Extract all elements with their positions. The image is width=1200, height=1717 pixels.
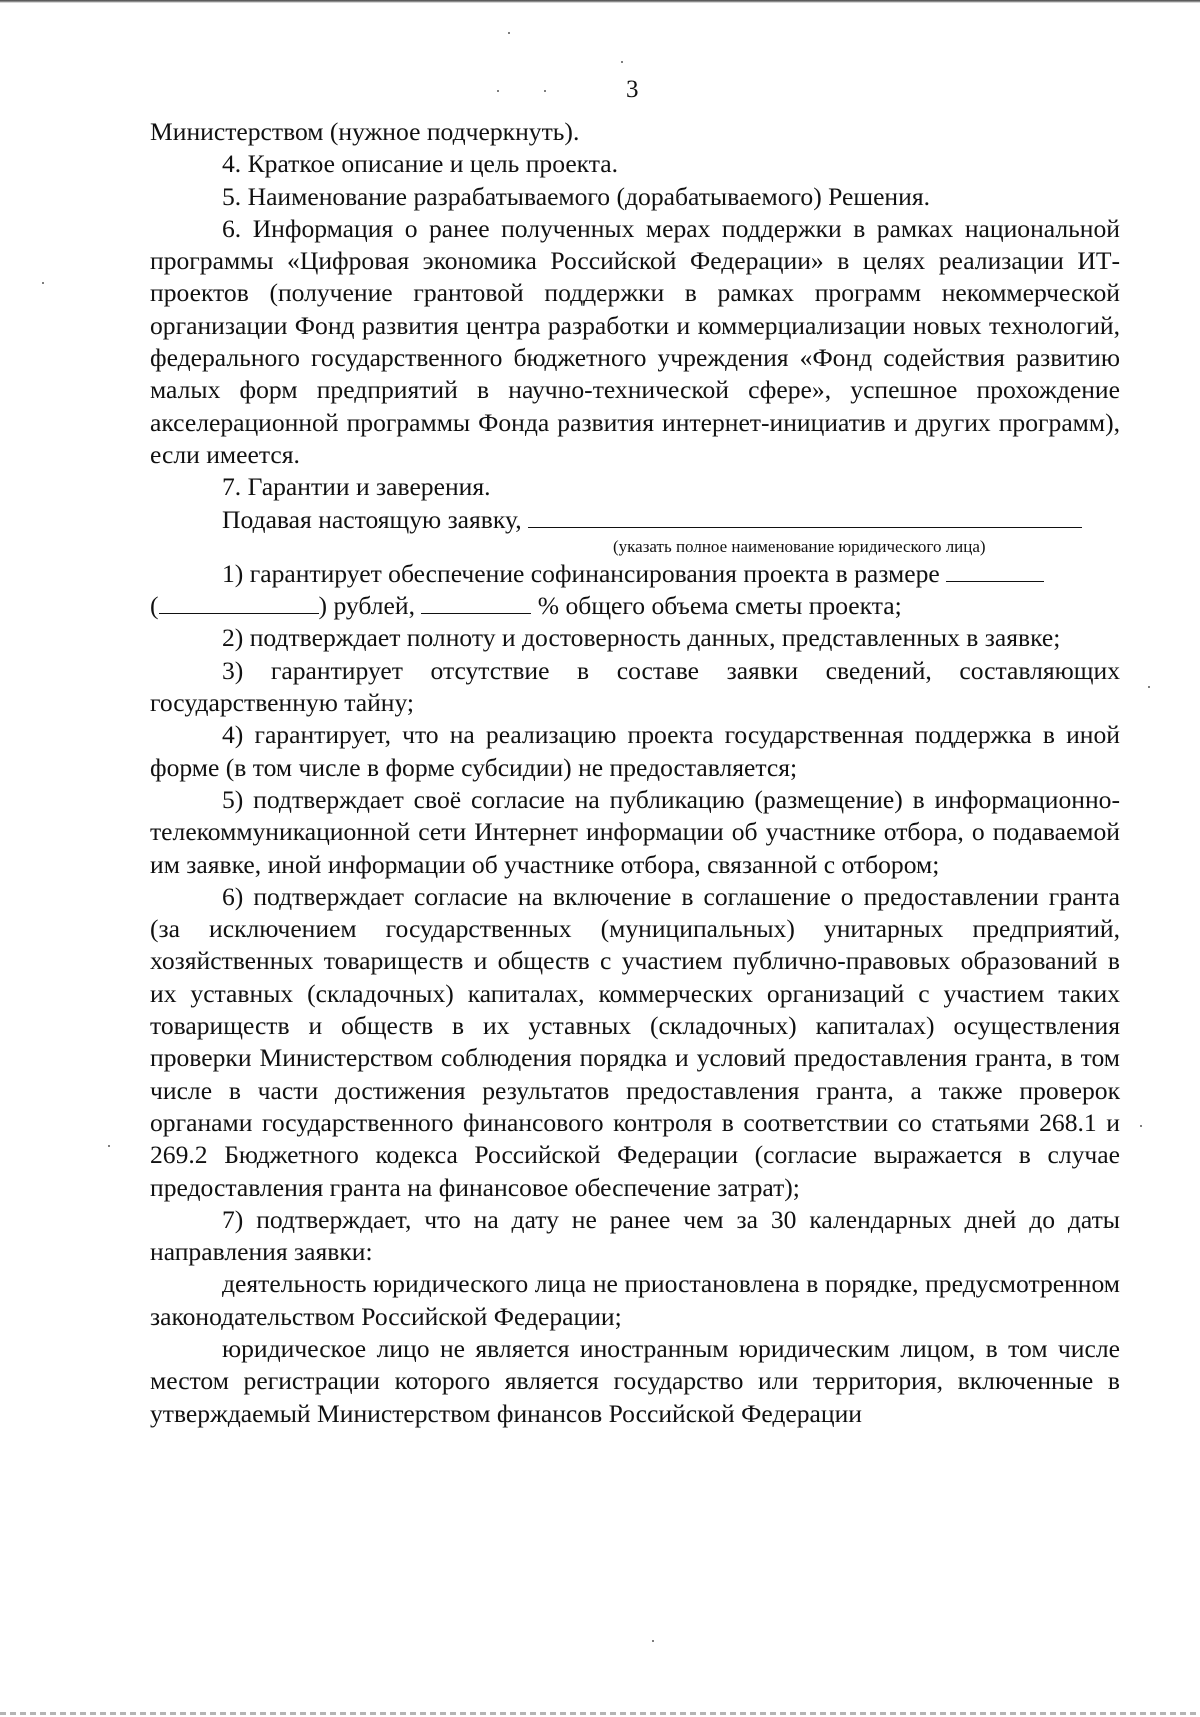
scan-edge-top: [0, 0, 1200, 3]
paragraph-item-6: 6. Информация о ранее полученных мерах поддержки в рамках национальной программы «Цифровая экономика Российской Федерации» в целях реализации ИТ-проектов (получение грантовой поддержки в рамках программ некоммерческой организации Фонд развития центра разработки и коммерциализации новых технологий, федерального государственного бюджетного учреждения «Фонд содействия развитию малых форм предприятий в научно-технической сфере», успешное прохождение акселерационной программы Фонда развития интернет-инициатив и других программ), если имеется.: [150, 213, 1120, 469]
submit-line: [150, 504, 1120, 536]
guarantee-1-line-a: [150, 558, 1120, 590]
guarantee-7-foreign: юридическое лицо не является иностранным юридическим лицом, в том числе местом регистрации которого является государство или территория, включенные в утверждаемый Министерством финансов Российской Федерации: [150, 1333, 1120, 1428]
scan-speck: [42, 282, 44, 284]
page-number: 3: [626, 76, 639, 103]
guarantee-2: 2) подтверждает полноту и достоверность данных, представленных в заявке;: [222, 623, 1061, 653]
guarantee-5: 5) подтверждает своё согласие на публикацию (размещение) в информационно-телекоммуникационной сети Интернет информации об участнике отбора, о подаваемой им заявке, иной информации об участнике отбора, связанной с отбором;: [150, 784, 1120, 879]
guarantee-1-line-b: [150, 590, 1120, 622]
legal-entity-blank[interactable]: [528, 505, 1082, 528]
rubles-blank[interactable]: [159, 591, 319, 614]
guarantee-4: 4) гарантирует, что на реализацию проекта государственная поддержка в иной форме (в том числе в форме субсидии) не предоставляется;: [150, 720, 1120, 782]
scan-speck: [497, 90, 499, 92]
scan-speck: [652, 1640, 654, 1642]
scan-speck: [621, 61, 623, 63]
scan-speck: [1148, 686, 1150, 688]
open-paren: (: [150, 591, 159, 621]
rubles-label: ) рублей,: [318, 591, 415, 621]
scan-speck: [1140, 1125, 1142, 1127]
percent-label: % общего объема сметы проекта;: [537, 591, 902, 621]
scan-speck: [108, 1145, 110, 1147]
guarantee-7-activity: деятельность юридического лица не приостановлена в порядке, предусмотренном законодательством Российской Федерации;: [150, 1269, 1120, 1331]
guarantee-1-text: 1) гарантирует обеспечение софинансирования проекта в размере: [222, 558, 940, 588]
paragraph-item-5: 5. Наименование разрабатываемого (дорабатываемого) Решения.: [222, 181, 931, 211]
scan-speck: [508, 32, 510, 34]
guarantee-3: 3) гарантирует отсутствие в составе заявки сведений, составляющих государственную тайну;: [150, 655, 1120, 718]
scan-edge-bottom: [0, 1712, 1200, 1715]
percent-blank[interactable]: [421, 591, 531, 614]
legal-entity-caption: (указать полное наименование юридического лица): [613, 536, 986, 556]
submit-prefix: Подавая настоящую заявку,: [222, 504, 522, 534]
cofinancing-amount-blank[interactable]: [946, 559, 1044, 582]
paragraph-ministry-line: Министерством (нужное подчеркнуть).: [150, 117, 580, 146]
document-body: [150, 116, 1120, 1430]
paragraph-item-7: 7. Гарантии и заверения.: [222, 472, 491, 502]
paragraph-item-4: 4. Краткое описание и цель проекта.: [222, 149, 619, 179]
guarantee-6: 6) подтверждает согласие на включение в соглашение о предоставлении гранта (за исключением государственных (муниципальных) унитарных предприятий, хозяйственных товариществ и обществ с участием публично-правовых образований в их уставных (складочных) капиталах, коммерческих организаций с участием таких товариществ и обществ в их уставных (складочных) капиталах) осуществления проверки Министерством соблюдения порядка и условий предоставления гранта, в том числе в части достижения результатов предоставления гранта, а также проверок органами государственного финансового контроля в соответствии со статьями 268.1 и 269.2 Бюджетного кодекса Российской Федерации (согласие выражается в случае предоставления гранта на финансовое обеспечение затрат);: [150, 881, 1120, 1202]
scan-speck: [544, 90, 546, 92]
guarantee-7: 7) подтверждает, что на дату не ранее чем за 30 календарных дней до даты направления заявки:: [150, 1204, 1120, 1267]
